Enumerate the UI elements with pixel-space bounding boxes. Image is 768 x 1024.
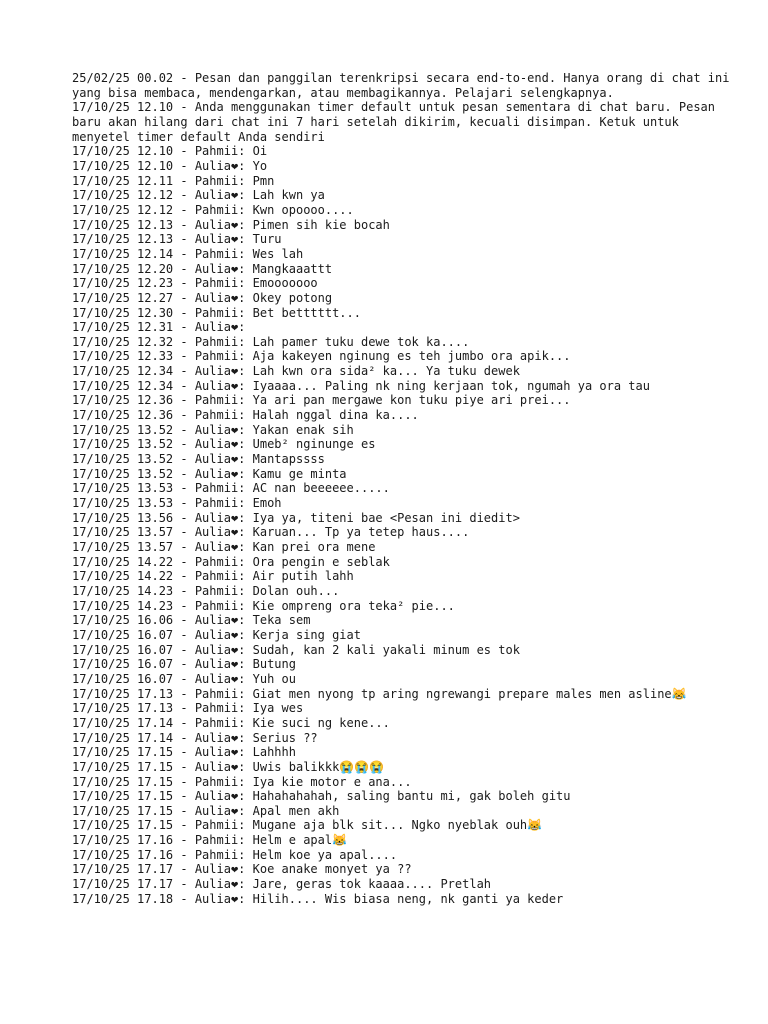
chat-line: 17/10/25 13.53 - Pahmii: Emoh	[72, 496, 282, 511]
chat-line: 17/10/25 12.27 - Aulia❤: Okey potong	[72, 290, 333, 305]
chat-line: 17/10/25 12.31 - Aulia❤:	[72, 320, 246, 335]
chat-line: 17/10/25 17.13 - Pahmii: Giat men nyong tp aring ngrewangi prepare males men asline😹	[72, 686, 687, 701]
chat-export-document	[72, 71, 737, 906]
chat-line: 17/10/25 17.15 - Pahmii: Iya kie motor e ana...	[72, 774, 412, 789]
chat-line: 25/02/25 00.02 - Pesan dan panggilan terenkripsi secara end-to-end. Hanya orang di chat ini yang bisa membaca, mendengarkan, atau membagikannya. Pelajari selengkapnya.	[72, 71, 737, 100]
chat-line: 17/10/25 17.15 - Aulia❤: Apal men akh	[72, 803, 340, 818]
chat-line: 17/10/25 17.15 - Aulia❤: Lahhhh	[72, 745, 296, 760]
chat-line: 17/10/25 14.22 - Pahmii: Air putih lahh	[72, 569, 354, 584]
chat-line: 17/10/25 12.12 - Aulia❤: Lah kwn ya	[72, 188, 325, 203]
chat-line: 17/10/25 13.53 - Pahmii: AC nan beeeeee.....	[72, 481, 390, 496]
chat-line: 17/10/25 12.14 - Pahmii: Wes lah	[72, 246, 304, 261]
chat-line: 17/10/25 12.34 - Aulia❤: Iyaaaa... Paling nk ning kerjaan tok, ngumah ya ora tau	[72, 378, 650, 393]
chat-line: 17/10/25 12.32 - Pahmii: Lah pamer tuku dewe tok ka....	[72, 334, 470, 349]
chat-line: 17/10/25 13.57 - Aulia❤: Kan prei ora mene	[72, 540, 376, 554]
chat-line: 17/10/25 17.14 - Pahmii: Kie suci ng kene...	[72, 715, 390, 730]
chat-line: 17/10/25 16.07 - Aulia❤: Kerja sing giat	[72, 627, 361, 642]
chat-line: 17/10/25 17.17 - Aulia❤: Jare, geras tok kaaaa.... Pretlah	[72, 877, 492, 892]
chat-line: 17/10/25 17.16 - Pahmii: Helm koe ya apal....	[72, 847, 398, 862]
chat-line: 17/10/25 12.36 - Pahmii: Halah nggal dina ka....	[72, 408, 419, 423]
chat-line: 17/10/25 17.15 - Pahmii: Mugane aja blk sit... Ngko nyeblak ouh😹	[72, 818, 543, 833]
chat-line: 17/10/25 13.52 - Aulia❤: Kamu ge minta	[72, 466, 347, 481]
chat-line: 17/10/25 14.22 - Pahmii: Ora pengin e seblak	[72, 554, 390, 569]
chat-line: 17/10/25 16.07 - Aulia❤: Yuh ou	[72, 671, 296, 686]
chat-line: 17/10/25 17.15 - Aulia❤: Uwis balikkk😭😭😭	[72, 759, 385, 774]
chat-line: 17/10/25 12.10 - Pahmii: Oi	[72, 144, 268, 159]
chat-line: 17/10/25 12.10 - Anda menggunakan timer default untuk pesan sementara di chat baru. Pesan baru akan hilang dari chat ini 7 hari setelah dikirim, kecuali disimpan. Ketuk untuk menyetel timer default Anda sendiri	[72, 100, 723, 144]
chat-line: 17/10/25 12.13 - Aulia❤: Turu	[72, 232, 282, 247]
chat-line: 17/10/25 17.14 - Aulia❤: Serius ??	[72, 730, 318, 745]
chat-line: 17/10/25 17.17 - Aulia❤: Koe anake monyet ya ??	[72, 862, 412, 877]
chat-line: 17/10/25 12.33 - Pahmii: Aja kakeyen nginung es teh jumbo ora apik...	[72, 349, 571, 364]
chat-line: 17/10/25 13.56 - Aulia❤: Iya ya, titeni bae <Pesan ini diedit>	[72, 510, 520, 525]
chat-line: 17/10/25 17.15 - Aulia❤: Hahahahahah, saling bantu mi, gak boleh gitu	[72, 789, 571, 804]
chat-line: 17/10/25 16.07 - Aulia❤: Sudah, kan 2 kali yakali minum es tok	[72, 642, 520, 657]
chat-line: 17/10/25 17.13 - Pahmii: Iya wes	[72, 701, 304, 716]
chat-line: 17/10/25 13.52 - Aulia❤: Mantapssss	[72, 452, 325, 467]
chat-line: 17/10/25 13.52 - Aulia❤: Umeb² nginunge es	[72, 437, 376, 452]
chat-line: 17/10/25 12.11 - Pahmii: Pmn	[72, 173, 275, 188]
chat-line: 17/10/25 14.23 - Pahmii: Dolan ouh...	[72, 583, 340, 598]
chat-line: 17/10/25 12.12 - Pahmii: Kwn opoooo....	[72, 202, 354, 217]
chat-line: 17/10/25 12.13 - Aulia❤: Pimen sih kie bocah	[72, 217, 390, 232]
chat-line: 17/10/25 17.18 - Aulia❤: Hilih.... Wis biasa neng, nk ganti ya keder	[72, 891, 564, 906]
chat-line: 17/10/25 17.16 - Pahmii: Helm e apal😹	[72, 833, 348, 848]
chat-line: 17/10/25 16.06 - Aulia❤: Teka sem	[72, 613, 311, 628]
chat-line: 17/10/25 16.07 - Aulia❤: Butung	[72, 657, 296, 672]
chat-line: 17/10/25 12.23 - Pahmii: Emooooooo	[72, 276, 318, 291]
chat-line: 17/10/25 13.52 - Aulia❤: Yakan enak sih	[72, 422, 354, 437]
chat-line: 17/10/25 12.34 - Aulia❤: Lah kwn ora sida² ka... Ya tuku dewek	[72, 364, 520, 379]
chat-line: 17/10/25 13.57 - Aulia❤: Karuan... Tp ya tetep haus....	[72, 525, 470, 540]
chat-line: 17/10/25 12.30 - Pahmii: Bet betttttt...	[72, 305, 361, 320]
chat-line: 17/10/25 12.36 - Pahmii: Ya ari pan mergawe kon tuku piye ari prei...	[72, 393, 571, 408]
chat-line: 17/10/25 14.23 - Pahmii: Kie ompreng ora teka² pie...	[72, 598, 455, 613]
chat-line: 17/10/25 12.20 - Aulia❤: Mangkaaattt	[72, 261, 333, 276]
chat-line: 17/10/25 12.10 - Aulia❤: Yo	[72, 158, 268, 173]
